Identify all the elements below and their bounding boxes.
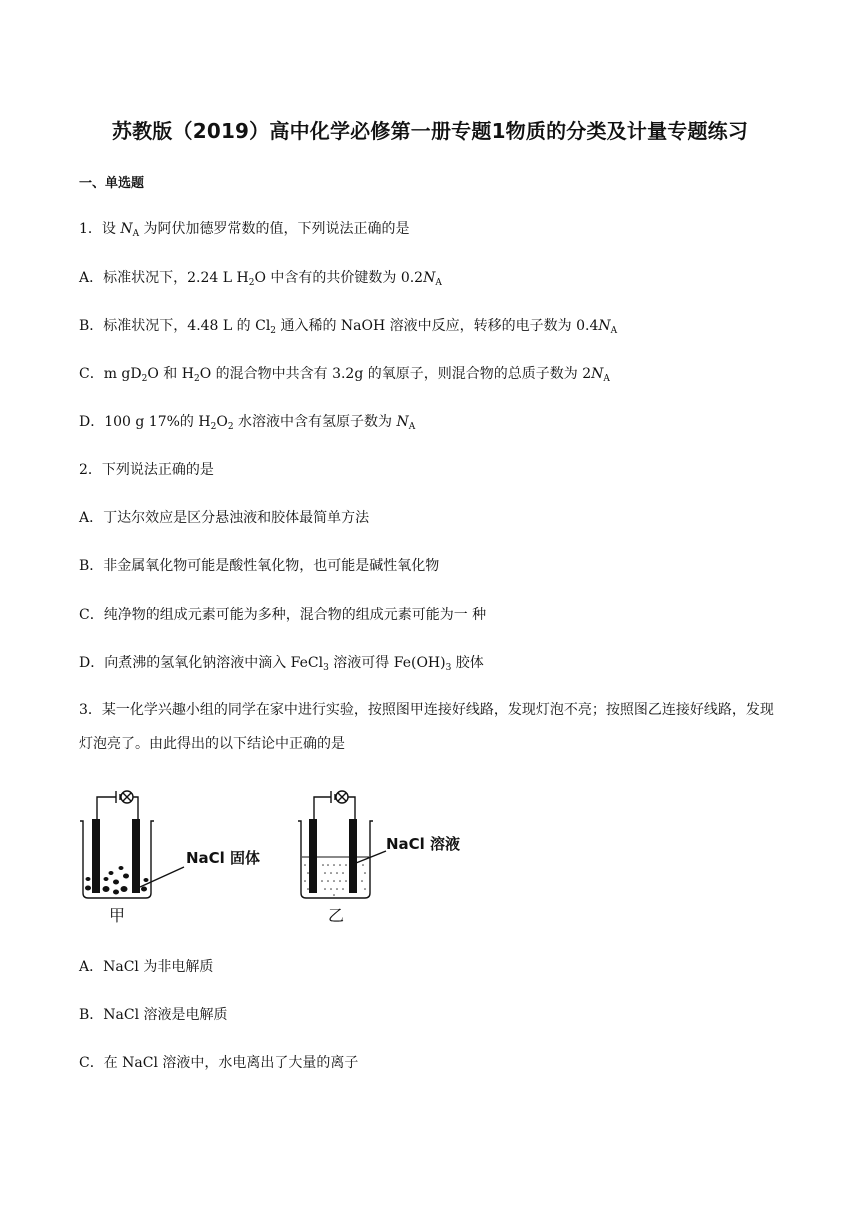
section-heading: 一、单选题	[79, 176, 145, 191]
q1-option-b: B．标准状况下，4.48 L 的 $Cl_2$ 通入稀的 NaOH 溶液中反应，转移的电子数为 $0.4N_A$	[79, 318, 618, 336]
q2-option-d: D．向煮沸的氢氧化钠溶液中滴入 FeCl$_3$ 溶液可得 $Fe(OH)_3$ 胶体	[79, 655, 484, 673]
q2-option-a: A．丁达尔效应是区分悬浊液和胶体最简单方法	[79, 510, 370, 526]
left-battery-icon	[116, 791, 120, 803]
right-electrode-1	[309, 819, 317, 893]
q1-stem: 1．设 $N_A$ 为阿伏加德罗常数的值，下列说法正确的是	[79, 221, 410, 239]
left-caption: 甲	[109, 906, 126, 925]
q3-option-b: B．NaCl 溶液是电解质	[79, 1007, 228, 1023]
q1-option-a: A．标准状况下，2.24 L $H_2O$ 中含有的共价键数为 $0.2N_A$	[79, 270, 442, 288]
experiment-figure	[76, 785, 496, 925]
q3-stem: 3．某一化学兴趣小组的同学在家中进行实验，按照图甲连接好线路，发现灯泡不亮；按照图乙连接好线路，发现灯泡亮了。由此得出的以下结论中正确的是	[79, 702, 774, 752]
q1-option-c: C．m $gD_2O$ 和 $H_2O$ 的混合物中共含有 3.2g 的氧原子，则混合物的总质子数为 $2N_A$	[79, 366, 610, 384]
q3-option-a: A．NaCl 为非电解质	[79, 959, 214, 975]
left-label: NaCl 固体	[186, 849, 261, 867]
document-title: 苏教版（2019）高中化学必修第一册专题1物质的分类及计量专题练习	[111, 119, 749, 143]
q2-option-b: B．非金属氧化物可能是酸性氧化物，也可能是碱性氧化物	[79, 558, 440, 574]
left-electrode-1	[92, 819, 100, 893]
left-pointer	[140, 867, 184, 887]
right-label: NaCl 溶液	[386, 835, 461, 853]
left-electrode-2	[132, 819, 140, 893]
right-electrode-2	[349, 819, 357, 893]
right-caption: 乙	[328, 906, 345, 925]
q3-option-c: C．在 NaCl 溶液中，水电离出了大量的离子	[79, 1055, 359, 1071]
q2-option-c: C．纯净物的组成元素可能为多种，混合物的组成元素可能为一 种	[79, 607, 487, 623]
q1-option-d: D．100 g 17%的 $H_2O_2$ 水溶液中含有氢原子数为 $N_A$	[79, 414, 416, 432]
right-battery-icon	[331, 791, 335, 803]
q2-stem: 2．下列说法正确的是	[79, 462, 214, 478]
